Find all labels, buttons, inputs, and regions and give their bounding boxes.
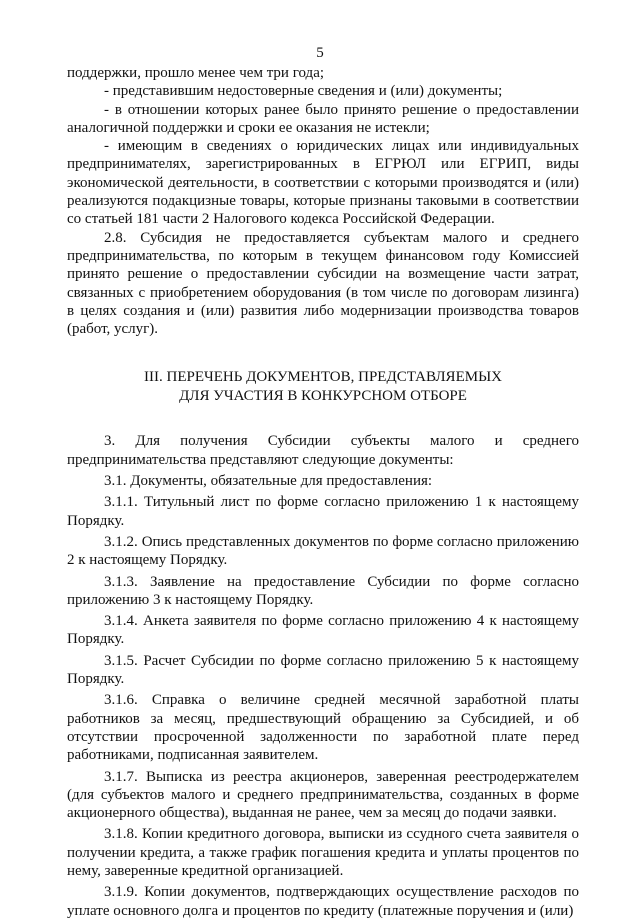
paragraph: поддержки, прошло менее чем три года;: [67, 65, 325, 81]
paragraph: 3.1.7. Выписка из реестра акционеров, заверенная реестродержателем (для субъектов малого и среднего предпринимательства, созданных в форме акционерного общества), выданная не ранее, чем за месяц до подачи заявки.: [67, 768, 579, 822]
paragraph: 3.1.8. Копии кредитного договора, выписки из ссудного счета заявителя о получении кредита, а также график погашения кредита и уплаты процентов по нему, заверенные кредитной организацией.: [67, 826, 579, 879]
paragraph: - представившим недостоверные сведения и (или) документы;: [104, 83, 503, 100]
paragraph: 3.1.3. Заявление на предоставление Субсидии по форме согласно приложению 3 к настоящему Порядку.: [67, 573, 579, 608]
paragraph: - имеющим в сведениях о юридических лицах или индивидуальных предпринимателях, зарегистрированных в ЕГРЮЛ или ЕГРИП, виды экономической деятельности, в соответствии с которыми производятся и (или) реализуются подакцизные товары, которые признаны таковыми в соответствии со статьей 181 части 2 Налогового кодекса Российской Федерации.: [67, 138, 579, 228]
paragraph: 3. Для получения Субсидии субъекты малого и среднего предпринимательства представляют следующие документы:: [67, 433, 579, 468]
paragraph: - в отношении которых ранее было принято решение о предоставлении аналогичной поддержки и сроки ее оказания не истекли;: [67, 101, 579, 136]
paragraph: 3.1.1. Титульный лист по форме согласно приложению 1 к настоящему Порядку.: [67, 494, 579, 529]
paragraph: 3.1. Документы, обязательные для предоставления:: [104, 473, 433, 490]
paragraph: 3.1.4. Анкета заявителя по форме согласно приложению 4 к настоящему Порядку.: [67, 613, 579, 648]
page-number: 5: [316, 45, 324, 61]
section-heading-line-1: III. ПЕРЕЧЕНЬ ДОКУМЕНТОВ, ПРЕДСТАВЛЯЕМЫХ: [144, 369, 502, 386]
document-body: [67, 64, 579, 920]
paragraph: 2.8. Субсидия не предоставляется субъектам малого и среднего предпринимательства, по которым в текущем финансовом году Комиссией принято решение о предоставлении субсидии на возмещение части затрат, связанных с приобретением оборудования (в том числе по договорам лизинга) в целях создания и (или) развития либо модернизации производства товаров (работ, услуг).: [67, 229, 579, 338]
section-heading-line-2: ДЛЯ УЧАСТИЯ В КОНКУРСНОМ ОТБОРЕ: [179, 388, 467, 405]
section-text: [67, 432, 579, 919]
pre-section-text: [67, 64, 579, 338]
paragraph: 3.1.6. Справка о величине средней месячной заработной платы работников за месяц, предшествующий обращению за Субсидией, и об отсутствии просроченной задолженности по заработной плате перед работниками, подписанная заявителем.: [67, 692, 579, 764]
paragraph: 3.1.9. Копии документов, подтверждающих осуществление расходов по уплате основного долга и процентов по кредиту (платежные поручения и (или): [67, 884, 579, 919]
paragraph: 3.1.5. Расчет Субсидии по форме согласно приложению 5 к настоящему Порядку.: [67, 652, 579, 688]
paragraph: 3.1.2. Опись представленных документов по форме согласно приложению 2 к настоящему Порядку.: [67, 533, 579, 569]
section-heading: [67, 368, 579, 406]
